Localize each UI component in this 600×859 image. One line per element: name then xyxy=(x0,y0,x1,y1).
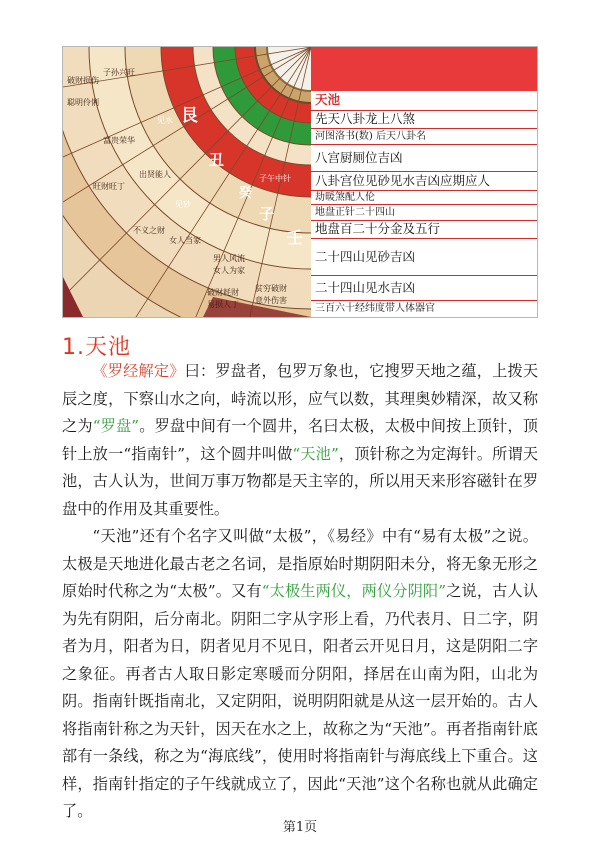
legend-row: 三百六十经纬度带人体器官 xyxy=(315,303,435,314)
compass-cell: 子孙兴旺 xyxy=(103,68,135,77)
luopan-legend xyxy=(311,47,537,317)
legend-row: 八宫厨厕位吉凶 xyxy=(311,145,537,172)
highlight-taiji: “太极生两仪，两仪分阴阳” xyxy=(261,582,447,600)
compass-cell: 破财耗财 xyxy=(207,288,239,297)
trigram-gen: 艮 xyxy=(181,106,198,126)
legend-row: 地盘百二十分金及五行 xyxy=(311,221,537,239)
legend-row: 地盘正针二十四山 xyxy=(311,205,537,221)
compass-cell: 贫穷破财 xyxy=(255,284,287,293)
compass-cell: 旺财旺丁 xyxy=(93,182,125,191)
branch-zi: 子 xyxy=(259,205,275,223)
compass-cell: 富贵荣华 xyxy=(103,136,135,145)
body-text xyxy=(62,358,538,826)
luopan-compass-image xyxy=(63,47,311,317)
legend-row: 二十四山见水吉凶 xyxy=(311,276,537,301)
compass-cell: 出贤能人 xyxy=(139,170,171,179)
compass-cell: 子午中针 xyxy=(259,174,291,183)
legend-row: 八卦宫位见砂见水吉凶应期应人 xyxy=(311,172,537,191)
highlight-luopan: “罗盘” xyxy=(92,417,140,435)
compass-cell: 女人为家 xyxy=(213,266,245,275)
legend-row: 河图洛书(数) 后天八卦名 xyxy=(311,129,537,145)
compass-cell: 破财损伤 xyxy=(67,76,99,85)
compass-cell: 男人风流 xyxy=(213,254,245,263)
book-title: 《罗经解定》 xyxy=(92,362,185,380)
section-heading: 1.天池 xyxy=(62,335,131,360)
paragraph-2: “天池”还有个名字又叫做“太极”，《易经》中有“易有太极”之说。太极是天地进化最古老之名词，是指原始时期阴阳未分，将无象无形之原始时代称之为“太极”。又有“太极生两仪，两仪分阴阳”之说，古人认为先有阴阳，后分南北。阴阳二字从字形上看，乃代表月、日二字，阴者为月，阳者为日，阴者见月不见日，阳者云开见日月，这是阴阳二字之象征。再者古人取日影定寒暖而分阴阳，择居在山南为阳，山北为阴。指南针既指南北，又定阴阳，说明阴阳就是从这一层开始的。古人将指南针称之为天针，因天在水之上，故称之为“天池”。再者指南针底部有一条线，称之为“海底线”，使用时将指南针与海底线上下重合。这样，指南针指定的子午线就成立了，因此“天池”这个名称也就从此确定了。 xyxy=(62,527,538,820)
compass-cell: 不义之财 xyxy=(133,226,165,235)
compass-cell: 聪明伶俐 xyxy=(67,98,99,107)
stem-ren: 壬 xyxy=(287,228,304,247)
paragraph-1: 《罗经解定》曰：罗盘者，包罗万象也，它搜罗天地之蕴，上拨天辰之度，下察山水之向，峙流以形，应气以数，其理奥妙精深，故又称之为“罗盘”。罗盘中间有一个圆井，名曰太极，太极中间按上顶针，顶针上放一“指南针”，这个圆井叫做“天池”，顶针称之为定海针。所谓天池，古人认为，世间万事万物都是天主宰的，所以用天来形容磁针在罗盘中的作用及其重要性。 xyxy=(62,362,539,518)
legend-top-bar xyxy=(311,47,537,91)
compass-cell: 见砂 xyxy=(175,200,191,209)
highlight-tianchi: “天池” xyxy=(292,444,339,463)
legend-row: 二十四山见砂吉凶 xyxy=(311,239,537,276)
legend-row: 天池 xyxy=(311,91,537,111)
branch-chou: 丑 xyxy=(209,151,225,169)
luopan-figure xyxy=(62,46,538,318)
compass-cell: 女人当家 xyxy=(169,236,201,245)
page-number: 第1页 xyxy=(282,820,318,835)
stem-gui: 癸 xyxy=(239,186,253,201)
compass-cell: 易损人丁 xyxy=(207,300,239,309)
legend-row: 劫暖煞配人伦 xyxy=(311,191,537,205)
compass-cell: 意外伤害 xyxy=(255,296,287,305)
legend-row: 先天八卦龙上八煞 xyxy=(311,111,537,129)
compass-cell: 见水 xyxy=(157,116,173,125)
